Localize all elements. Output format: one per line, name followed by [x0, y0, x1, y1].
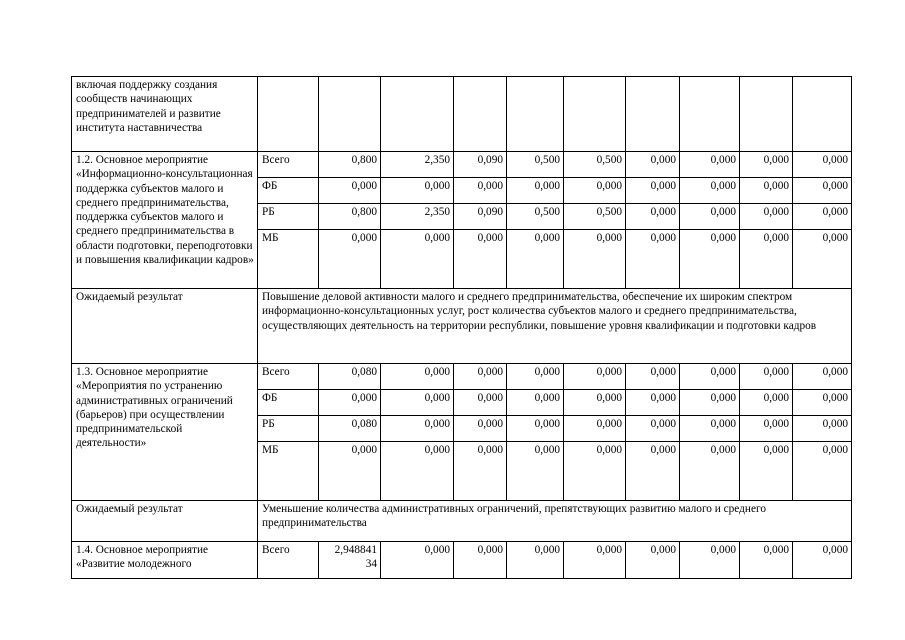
- expected-result-1-2-row: [72, 289, 852, 364]
- value-cell: 0,000: [793, 364, 852, 390]
- value-cell: 0,000: [680, 416, 740, 442]
- value-cell: 0,000: [564, 230, 626, 289]
- value-cell: 0,000: [680, 152, 740, 178]
- expected-result-label: Ожидаемый результат: [72, 501, 258, 542]
- empty-cell: [507, 77, 564, 152]
- value-cell: 0,800: [319, 152, 381, 178]
- value-cell: 0,000: [626, 230, 680, 289]
- value-cell: 2,948841 34: [319, 542, 381, 579]
- continuation-name-cell: включая поддержку создания сообществ начинающих предпринимателей и развитие института наставничества: [72, 77, 258, 152]
- expected-result-1-3-row: [72, 501, 852, 542]
- value-cell: 0,000: [564, 542, 626, 579]
- value-cell: 0,000: [381, 390, 454, 416]
- value-cell: 0,000: [381, 364, 454, 390]
- value-cell: 0,000: [454, 178, 507, 204]
- value-cell: 0,080: [319, 364, 381, 390]
- value-cell: 0,000: [680, 364, 740, 390]
- value-cell: 0,000: [626, 152, 680, 178]
- value-cell: 0,000: [793, 442, 852, 501]
- value-cell: 0,000: [626, 542, 680, 579]
- value-cell: 0,000: [381, 542, 454, 579]
- value-cell: 2,350: [381, 152, 454, 178]
- value-cell: 0,000: [740, 442, 793, 501]
- empty-cell: [626, 77, 680, 152]
- empty-cell: [793, 77, 852, 152]
- value-cell: 2,350: [381, 204, 454, 230]
- empty-cell: [454, 77, 507, 152]
- value-cell: 0,000: [740, 364, 793, 390]
- value-cell: 0,000: [793, 230, 852, 289]
- funding-source: РБ: [258, 416, 319, 442]
- activity-1-3-row-total: [72, 364, 852, 390]
- value-cell: 0,000: [740, 152, 793, 178]
- value-cell: 0,000: [381, 416, 454, 442]
- value-cell: 0,000: [507, 416, 564, 442]
- value-cell: 0,000: [680, 390, 740, 416]
- value-cell: 0,000: [740, 390, 793, 416]
- value-cell: 0,800: [319, 204, 381, 230]
- value-cell: 0,000: [564, 178, 626, 204]
- funding-source: ФБ: [258, 390, 319, 416]
- value-cell: 0,500: [507, 152, 564, 178]
- value-cell: 0,000: [454, 416, 507, 442]
- value-cell: 0,000: [507, 442, 564, 501]
- value-cell: 0,000: [507, 178, 564, 204]
- funding-source: РБ: [258, 204, 319, 230]
- funding-source: ФБ: [258, 178, 319, 204]
- value-cell: 0,000: [454, 230, 507, 289]
- value-cell: 0,000: [381, 230, 454, 289]
- value-cell: 0,000: [793, 542, 852, 579]
- value-cell: 0,000: [793, 204, 852, 230]
- value-cell: 0,000: [564, 442, 626, 501]
- value-cell: 0,000: [564, 364, 626, 390]
- value-cell: 0,000: [793, 390, 852, 416]
- value-cell: 0,000: [740, 178, 793, 204]
- value-cell: 0,000: [680, 178, 740, 204]
- funding-source: МБ: [258, 442, 319, 501]
- value-cell: 0,000: [680, 230, 740, 289]
- funding-source: Всего: [258, 152, 319, 178]
- activity-1-4-name: 1.4. Основное мероприятие «Развитие молодежного: [72, 542, 258, 579]
- value-cell: 0,090: [454, 204, 507, 230]
- value-cell: 0,000: [626, 442, 680, 501]
- value-cell: 0,000: [381, 442, 454, 501]
- value-cell: 0,000: [626, 416, 680, 442]
- value-cell: 0,090: [454, 152, 507, 178]
- value-cell: 0,000: [680, 542, 740, 579]
- value-cell: 0,000: [507, 230, 564, 289]
- value-cell: 0,000: [454, 442, 507, 501]
- value-cell: 0,000: [680, 442, 740, 501]
- value-cell: 0,000: [319, 442, 381, 501]
- value-cell: 0,080: [319, 416, 381, 442]
- empty-cell: [381, 77, 454, 152]
- value-cell: 0,500: [564, 152, 626, 178]
- value-cell: 0,000: [793, 416, 852, 442]
- value-cell: 0,000: [680, 204, 740, 230]
- value-cell: 0,000: [319, 230, 381, 289]
- value-cell: 0,000: [507, 364, 564, 390]
- value-cell: 0,000: [793, 178, 852, 204]
- value-cell: 0,500: [564, 204, 626, 230]
- value-cell: 0,000: [740, 230, 793, 289]
- funding-source: Всего: [258, 364, 319, 390]
- funding-source: МБ: [258, 230, 319, 289]
- value-cell: 0,000: [319, 178, 381, 204]
- activity-1-4-row-total: [72, 542, 852, 579]
- continuation-row: [72, 77, 852, 152]
- activity-1-2-row-total: [72, 152, 852, 178]
- empty-cell: [740, 77, 793, 152]
- activity-1-2-name: 1.2. Основное мероприятие «Информационно-консультационная поддержка субъектов малого и среднего предпринимательства, поддержка субъектов малого и среднего предпринимательства в области подготовки, переподготовки и повышения квалификации кадров»: [72, 152, 258, 289]
- expected-result-label: Ожидаемый результат: [72, 289, 258, 364]
- expected-result-text: Повышение деловой активности малого и среднего предпринимательства, обеспечение их широким спектром информационно-консультационных услуг, рост количества субъектов малого и среднего предпринимательства, осуществляющих деятельность на территории республики, повышение уровня квалификации и подготовки кадров: [258, 289, 852, 364]
- value-cell: 0,000: [626, 364, 680, 390]
- activity-1-3-name: 1.3. Основное мероприятие «Мероприятия по устранению административных ограничений (барьеров) при осуществлении предпринимательской деятельности»: [72, 364, 258, 501]
- value-cell: 0,000: [564, 416, 626, 442]
- empty-cell: [564, 77, 626, 152]
- value-cell: 0,000: [381, 178, 454, 204]
- value-cell: 0,000: [564, 390, 626, 416]
- expected-result-text: Уменьшение количества административных ограничений, препятствующих развитию малого и среднего предпринимательства: [258, 501, 852, 542]
- value-cell: 0,000: [626, 204, 680, 230]
- value-cell: 0,000: [626, 178, 680, 204]
- value-cell: 0,500: [507, 204, 564, 230]
- value-cell: 0,000: [454, 390, 507, 416]
- value-cell: 0,000: [740, 416, 793, 442]
- budget-table: [71, 76, 852, 579]
- value-cell: 0,000: [507, 542, 564, 579]
- empty-cell: [258, 77, 319, 152]
- empty-cell: [319, 77, 381, 152]
- value-cell: 0,000: [507, 390, 564, 416]
- empty-cell: [680, 77, 740, 152]
- funding-source: Всего: [258, 542, 319, 579]
- value-cell: 0,000: [454, 542, 507, 579]
- value-cell: 0,000: [319, 390, 381, 416]
- value-cell: 0,000: [626, 390, 680, 416]
- value-cell: 0,000: [793, 152, 852, 178]
- value-cell: 0,000: [740, 204, 793, 230]
- value-cell: 0,000: [740, 542, 793, 579]
- value-cell: 0,000: [454, 364, 507, 390]
